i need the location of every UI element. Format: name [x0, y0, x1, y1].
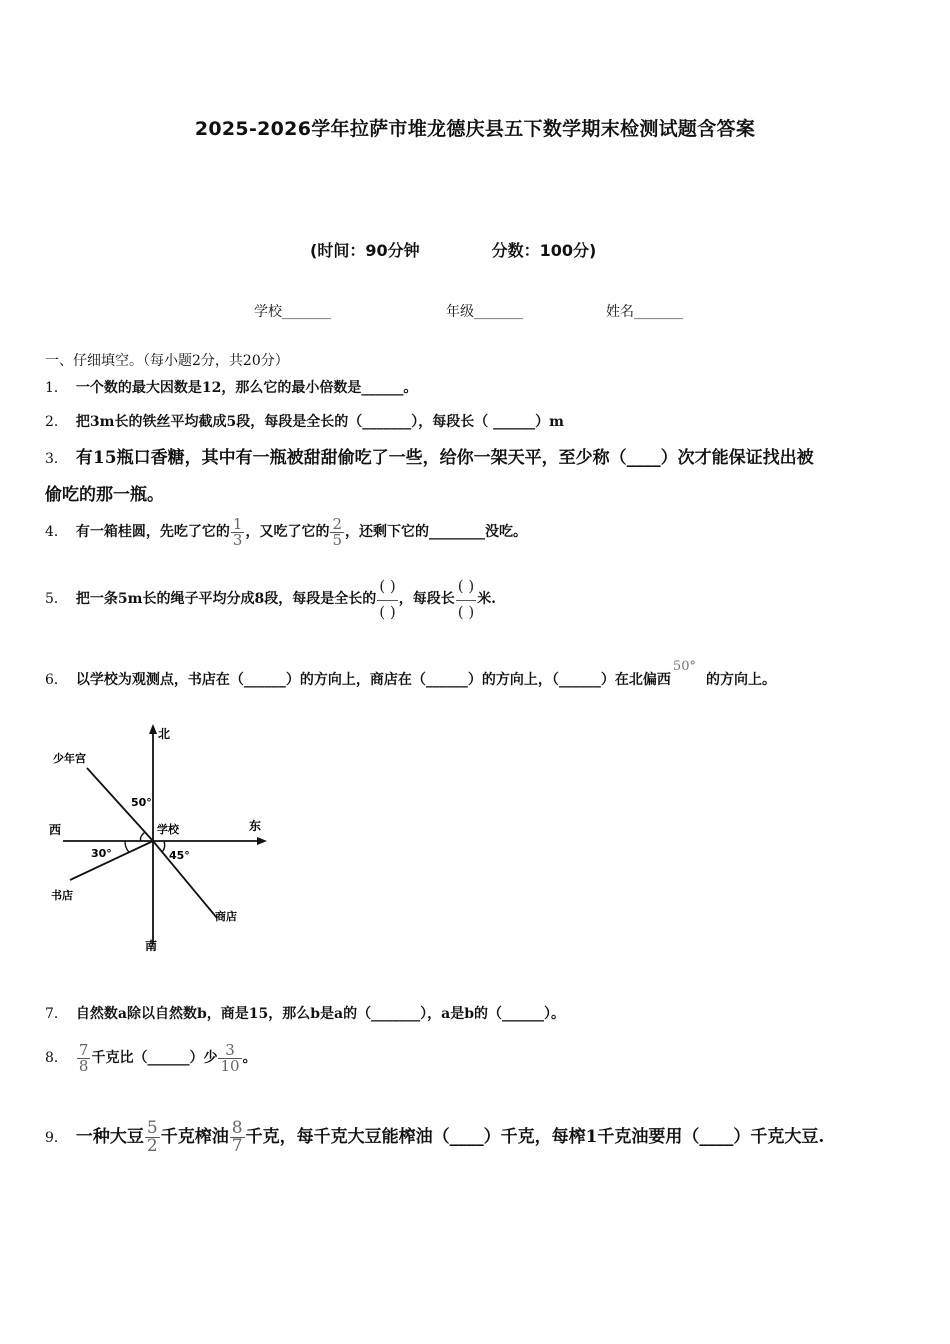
angle-label-sw: 30° — [91, 847, 112, 860]
question-number: 6． — [45, 672, 68, 688]
angle-label: 50° — [672, 659, 696, 674]
fraction: $\frac{3}{10}$ — [220, 1040, 240, 1075]
question-text: 自然数a除以自然数b，商是15，那么b是a的（_______），a是b的（______）。 — [75, 1006, 565, 1022]
question-text: 千克榨油 — [160, 1127, 229, 1147]
question-text: 米. — [477, 591, 497, 607]
question-text: ，又吃了它的 — [245, 524, 330, 540]
palace-label: 少年宫 — [53, 752, 86, 765]
question-3-continued: 偷吃的那一瓶。 — [45, 485, 164, 505]
question-number: 4． — [45, 524, 68, 540]
question-number: 3． — [45, 451, 68, 467]
angle-arc-se — [162, 841, 165, 852]
name-field[interactable]: 姓名_______ — [606, 304, 683, 320]
west-label: 西 — [49, 823, 62, 837]
angle-label-nw: 50° — [131, 796, 152, 809]
section-heading: 一、仔细填空。（每小题2分，共20分） — [45, 353, 289, 369]
north-label: 北 — [158, 727, 171, 741]
fraction: $\frac{1}{3}$ — [232, 514, 243, 549]
north-arrow-icon — [149, 724, 157, 734]
question-text: 有15瓶口香糖，其中有一瓶被甜甜偷吃了一些，给你一架天平，至少称（____）次才能保证找出被 — [75, 448, 814, 468]
question-text: 以学校为观测点，书店在（______）的方向上，商店在（______）的方向上，（______）在北偏西 — [75, 672, 671, 688]
question-text: 千克比（______）少 — [91, 1050, 218, 1066]
question-text: 把3m长的铁丝平均截成5段，每段是全长的（_______），每段长（ ______）m — [75, 414, 564, 430]
east-arrow-icon — [257, 837, 267, 845]
question-6 — [45, 660, 776, 700]
total-score: 分数：100分) — [491, 241, 597, 260]
question-text: 。 — [242, 1050, 257, 1066]
angle-label-se: 45° — [169, 849, 190, 862]
page-title: 2025-2026学年拉萨市堆龙德庆县五下数学期末检测试题含答案 — [194, 118, 756, 140]
question-7 — [45, 1003, 565, 1023]
angle-arc-nw — [141, 832, 146, 841]
fraction-blank[interactable]: $\frac{( )}{( )}$ — [457, 576, 475, 621]
fraction-blank[interactable]: $\frac{( )}{( )}$ — [379, 576, 396, 621]
question-3 — [45, 443, 814, 468]
question-1 — [45, 377, 417, 397]
bookstore-label: 书店 — [51, 889, 73, 902]
angle-arc-sw — [125, 841, 129, 852]
question-4 — [45, 510, 527, 554]
question-number: 2． — [45, 414, 68, 430]
question-number: 5． — [45, 591, 68, 607]
question-number: 7． — [45, 1006, 68, 1022]
question-9 — [45, 1114, 824, 1161]
question-text: 把一条5m长的绳子平均分成8段，每段是全长的 — [75, 591, 377, 607]
fraction: $\frac{2}{5}$ — [332, 514, 343, 549]
direction-diagram — [45, 720, 275, 956]
question-number: 1． — [45, 380, 68, 396]
question-8 — [45, 1035, 257, 1081]
school-field[interactable]: 学校_______ — [254, 304, 331, 320]
time-limit: (时间：90分钟 — [310, 241, 420, 260]
shop-label: 商店 — [215, 910, 237, 923]
east-label: 东 — [249, 819, 262, 833]
question-text: ，还剩下它的________没吃。 — [345, 524, 528, 540]
question-2 — [45, 411, 564, 431]
question-text: 千克，每千克大豆能榨油（____）千克，每榨1千克油要用（____）千克大豆. — [245, 1127, 825, 1147]
question-text: ，每段长 — [398, 591, 455, 607]
fraction: $\frac{5}{2}$ — [146, 1118, 158, 1156]
question-text: 一个数的最大因数是12，那么它的最小倍数是______。 — [75, 380, 418, 396]
question-text: 有一箱桂圆，先吃了它的 — [75, 524, 230, 540]
fraction: $\frac{8}{7}$ — [231, 1118, 243, 1156]
question-number: 8． — [45, 1050, 68, 1066]
fraction: $\frac{7}{8}$ — [78, 1040, 89, 1075]
exam-header — [310, 238, 596, 261]
grade-field[interactable]: 年级_______ — [446, 304, 523, 320]
question-text: 的方向上。 — [705, 672, 776, 688]
question-number: 9． — [45, 1130, 68, 1146]
south-label: 南 — [145, 939, 158, 953]
question-text: 一种大豆 — [75, 1127, 144, 1147]
question-5 — [45, 573, 496, 625]
school-label: 学校 — [157, 823, 179, 836]
